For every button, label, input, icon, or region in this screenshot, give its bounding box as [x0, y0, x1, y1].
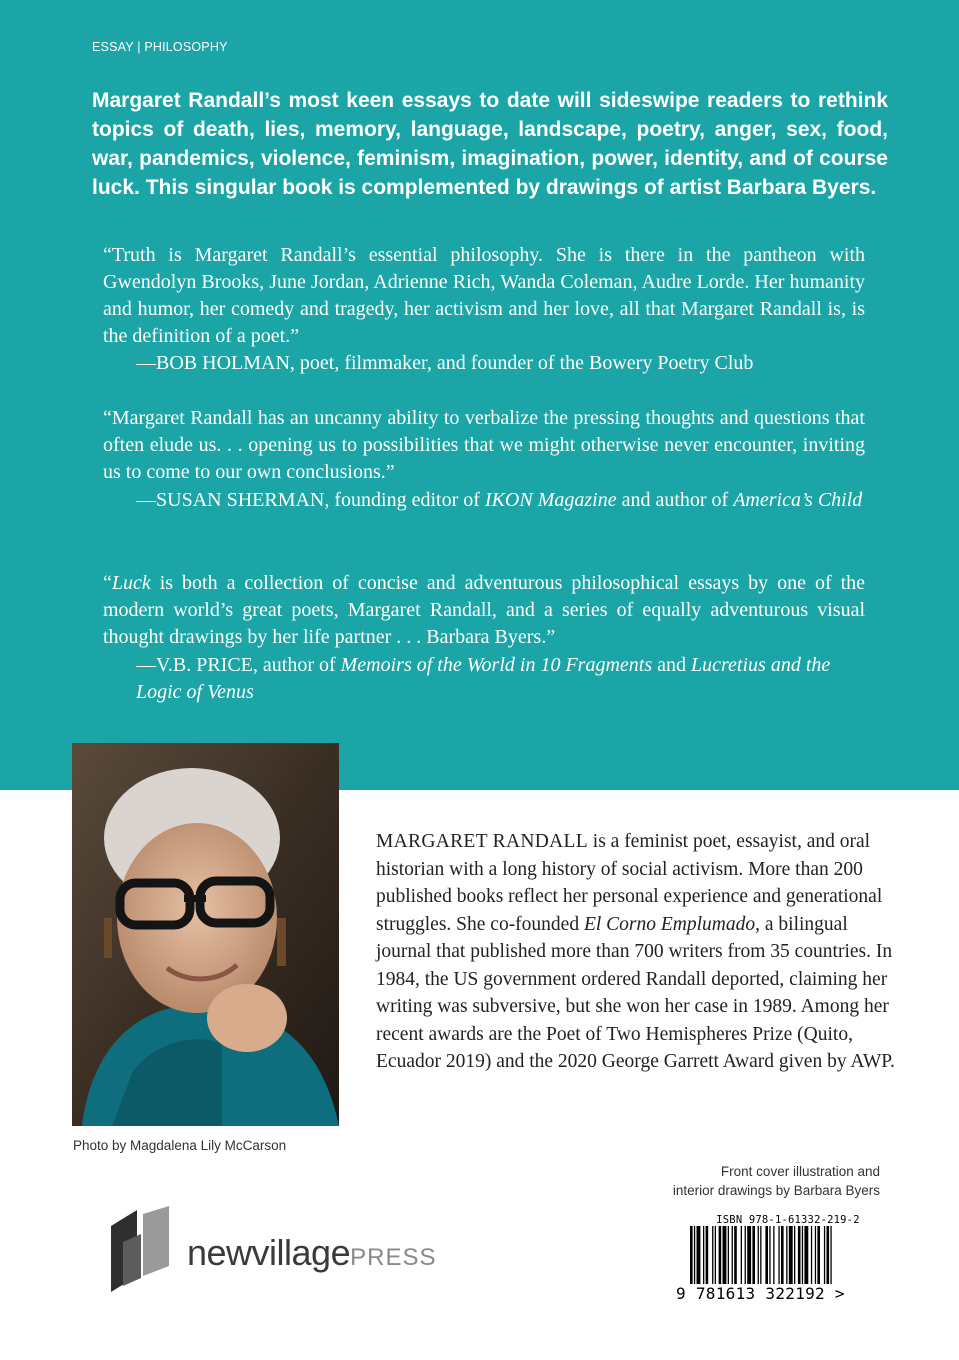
quote-holman: “Truth is Margaret Randall’s essential philosophy. She is there in the pantheon with Gwendolyn Brooks, June Jordan, Adrienne Rich, Wanda Coleman, Audre Lorde. Her humanity and humor, her comedy and tragedy, her activism and her love, all that Margaret Randall is, is the definition of a poet.”: [103, 244, 865, 347]
author-portrait-image: [72, 743, 339, 1126]
author-photo: [72, 743, 339, 1126]
attribution-holman: —BOB HOLMAN, poet, filmmaker, and founder of the Bowery Poetry Club: [136, 352, 754, 374]
isbn-label: ISBN 978-1-61332-219-2: [716, 1214, 860, 1226]
barcode-bars: [676, 1226, 900, 1288]
photo-credit: Photo by Magdalena Lily McCarson: [73, 1138, 287, 1153]
barcode-digits: 9 781613 322192 >: [676, 1284, 845, 1303]
quote-sherman: “Margaret Randall has an uncanny ability to verbalize the pressing thoughts and questions that often elude us. . . opening us to possibilities that we might otherwise never encounter, inviting us to come to our own conclusions.”: [103, 407, 865, 483]
publisher-name: newvillagePRESS: [187, 1232, 437, 1273]
attribution-sherman: —SUSAN SHERMAN, founding editor of IKON Magazine and author of America’s Child: [136, 489, 863, 511]
author-name: MARGARET RANDALL: [376, 831, 588, 852]
author-bio: MARGARET RANDALL is a feminist poet, essayist, and oral historian with a long history of social activism. More than 200 published books reflect her personal experience and generational struggles. She co-founded El Corno Emplumado, a bilingual journal that published more than 700 writers from 35 countries. In 1984, the US government ordered Randall deported, claiming her writing was subversive, but she won her case in 1989. Among her recent awards are the Poet of Two Hemispheres Prize (Quito, Ecuador 2019) and the 2020 George Garrett Award given by AWP.: [376, 831, 895, 1072]
attribution-price: —V.B. PRICE, author of Memoirs of the World in 10 Fragments and Lucretius and the Logic of Venus: [136, 654, 831, 703]
category-label: ESSAY | PHILOSOPHY: [92, 40, 228, 54]
isbn-barcode: [676, 1214, 900, 1314]
illustration-credit: Front cover illustration and interior drawings by Barbara Byers: [672, 1164, 880, 1198]
publisher-logo-icon: [107, 1206, 177, 1292]
book-blurb: Margaret Randall’s most keen essays to date will sideswipe readers to rethink topics of death, lies, memory, language, landscape, poetry, anger, sex, food, war, pandemics, violence, feminism, imagination, power, identity, and of course luck. This singular book is complemented by drawings of artist Barbara Byers.: [92, 89, 888, 199]
quote-price: “Luck is both a collection of concise and adventurous philosophical essays by one of the modern world’s great poets, Margaret Randall, and a series of equally adventurous visual thought drawings by her life partner . . . Barbara Byers.”: [103, 572, 865, 648]
